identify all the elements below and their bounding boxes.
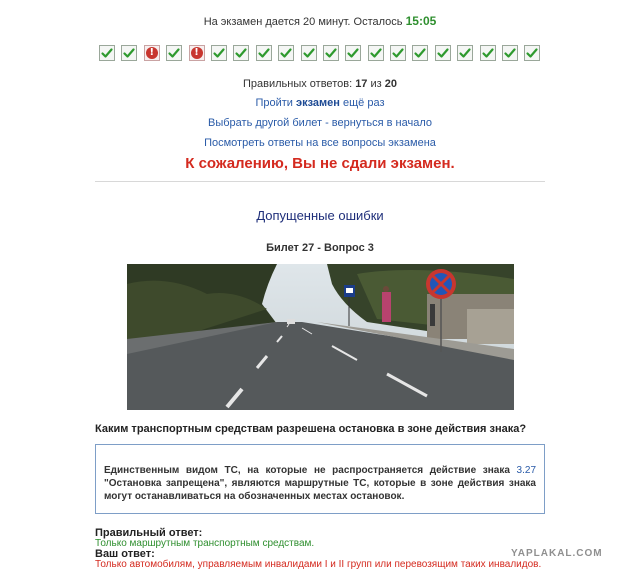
- sign-reference-link[interactable]: 3.27: [516, 465, 537, 476]
- errors-title: Допущенные ошибки: [256, 208, 384, 223]
- answer-correct-icon[interactable]: [323, 45, 339, 61]
- street-scene-image: [127, 264, 514, 410]
- view-all-answers-link[interactable]: Посмотреть ответы на все вопросы экзамена: [204, 137, 436, 149]
- watermark: YAPLAKAL.COM: [511, 548, 603, 559]
- choose-another-ticket-link[interactable]: Выбрать другой билет - вернуться в начало: [208, 117, 432, 129]
- retry-exam-link[interactable]: [0, 97, 640, 109]
- explanation-pre: Единственным видом ТС, на которые не распространяется действие знака: [104, 465, 510, 476]
- your-answer-label: Ваш ответ:: [95, 548, 155, 560]
- answer-correct-icon[interactable]: [301, 45, 317, 61]
- answer-correct-icon[interactable]: [457, 45, 473, 61]
- answer-correct-icon[interactable]: [524, 45, 540, 61]
- correct-answer-value: Только маршрутным транспортным средствам.: [95, 538, 315, 549]
- score-total: 20: [384, 78, 398, 90]
- explanation-box: [95, 444, 545, 514]
- retry-link-bold[interactable]: экзамен: [296, 97, 340, 109]
- answer-correct-icon[interactable]: [345, 45, 361, 61]
- fail-message: К сожалению, Вы не сдали экзамен.: [185, 155, 455, 172]
- answer-correct-icon[interactable]: [121, 45, 137, 61]
- answer-correct-icon[interactable]: [166, 45, 182, 61]
- explanation-post: "Остановка запрещена", являются маршрутные ТС, которые в зоне действия знака могут останавливаться на обозначенных местах остановок.: [104, 478, 536, 502]
- answer-correct-icon[interactable]: [390, 45, 406, 61]
- ticket-label: Билет 27 - Вопрос 3: [266, 242, 374, 254]
- answer-correct-icon[interactable]: [368, 45, 384, 61]
- correct-answer-label: Правильный ответ:: [95, 527, 203, 539]
- answer-wrong-icon[interactable]: !: [144, 45, 160, 61]
- score-correct: 17: [355, 78, 368, 90]
- answer-status-row: [99, 45, 540, 61]
- answer-correct-icon[interactable]: [435, 45, 451, 61]
- answer-correct-icon[interactable]: [278, 45, 294, 61]
- answer-wrong-icon[interactable]: !: [189, 45, 205, 61]
- question-photo: [127, 264, 514, 410]
- score-label: Правильных ответов:: [242, 78, 353, 90]
- your-answer-value: Только автомобилям, управляемым инвалидами I и II групп или перевозящим таких инвалидов.: [95, 559, 542, 570]
- timer-remaining: 15:05: [405, 14, 437, 28]
- timer-line: [0, 14, 640, 28]
- answer-correct-icon[interactable]: [502, 45, 518, 61]
- score-line: [0, 78, 640, 90]
- answer-correct-icon[interactable]: [211, 45, 227, 61]
- answer-correct-icon[interactable]: [233, 45, 249, 61]
- divider: [95, 181, 545, 182]
- retry-link-post[interactable]: ещё раз: [343, 97, 385, 109]
- answer-correct-icon[interactable]: [99, 45, 115, 61]
- timer-prefix: На экзамен дается 20 минут. Осталось: [203, 16, 403, 28]
- answer-correct-icon[interactable]: [256, 45, 272, 61]
- answer-correct-icon[interactable]: [412, 45, 428, 61]
- retry-link-pre[interactable]: Пройти: [255, 97, 293, 109]
- question-text: Каким транспортным средствам разрешена остановка в зоне действия знака?: [95, 423, 527, 435]
- answer-correct-icon[interactable]: [480, 45, 496, 61]
- score-of: из: [370, 78, 382, 90]
